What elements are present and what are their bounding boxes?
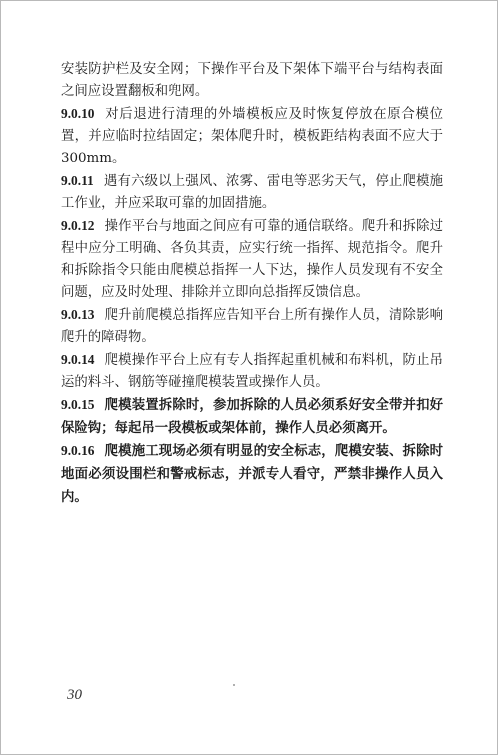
clause-number: 9.0.15 — [61, 397, 95, 412]
clause-9-0-12 — [61, 215, 443, 304]
clause-number: 9.0.11 — [61, 173, 94, 188]
clause-text-mandatory: 爬模施工现场必须有明显的安全标志，爬模安装、拆除时地面必须设围栏和警戒标志，并派专人看守，严禁非操作人员入内。 — [61, 443, 443, 505]
clause-number: 9.0.13 — [61, 307, 95, 322]
clause-text: 对后退进行清理的外墙模板应及时恢复停放在原合模位置，并应临时拉结固定；架体爬升时，模板距结构表面不应大于300mm。 — [61, 107, 443, 166]
clause-text: 操作平台与地面之间应有可靠的通信联络。爬升和拆除过程中应分工明确、各负其责，应实行统一指挥、规范指令。爬升和拆除指令只能由爬模总指挥一人下达，操作人员发现有不安全问题，应及时处理、排除并立即向总指挥反馈信息。 — [61, 219, 443, 300]
page-number: 30 — [67, 687, 82, 703]
clause-9-0-16 — [61, 440, 443, 509]
paragraph-continued — [61, 59, 443, 103]
clause-number: 9.0.12 — [61, 218, 95, 233]
page-content — [61, 59, 443, 509]
paragraph-text: 安装防护栏及安全网；下操作平台及下架体下端平台与结构表面之间应设置翻板和兜网。 — [61, 62, 443, 99]
clause-number: 9.0.10 — [61, 106, 95, 121]
clause-9-0-15 — [61, 394, 443, 440]
clause-9-0-10 — [61, 103, 443, 170]
clause-number: 9.0.14 — [61, 352, 95, 367]
clause-number: 9.0.16 — [61, 443, 95, 458]
clause-9-0-13 — [61, 304, 443, 349]
clause-text-mandatory: 爬模装置拆除时，参加拆除的人员必须系好安全带并扣好保险钩；每起吊一段模板或架体前，操作人员必须离开。 — [61, 397, 443, 436]
clause-9-0-14 — [61, 349, 443, 394]
clause-text: 爬模操作平台上应有专人指挥起重机械和布料机，防止吊运的料斗、钢筋等碰撞爬模装置或操作人员。 — [61, 353, 443, 390]
clause-9-0-11 — [61, 170, 443, 215]
clause-text: 爬升前爬模总指挥应告知平台上所有操作人员，清除影响爬升的障碍物。 — [61, 308, 443, 345]
clause-text: 遇有六级以上强风、浓雾、雷电等恶劣天气，停止爬模施工作业，并应采取可靠的加固措施。 — [61, 174, 443, 211]
scan-speck — [233, 684, 235, 686]
